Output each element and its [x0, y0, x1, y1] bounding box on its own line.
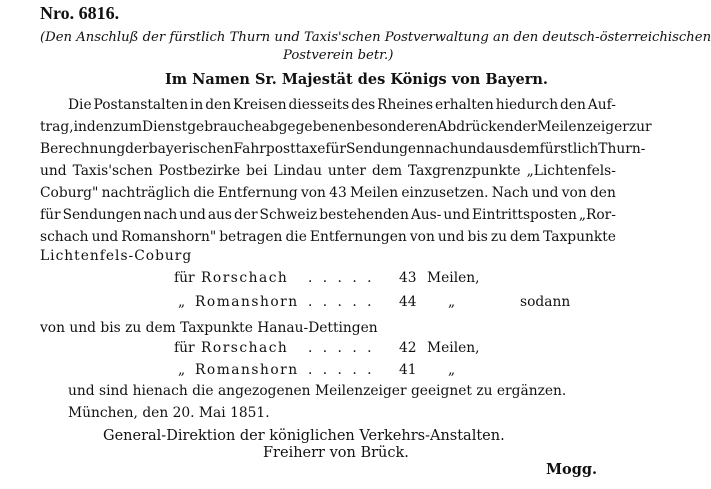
paragraph-line [40, 231, 616, 245]
paragraph-word: Fahrposttaxe [233, 141, 326, 157]
table-place: Romanshorn [195, 362, 299, 378]
paragraph-word: und [179, 207, 206, 223]
paragraph-word: zur [628, 119, 652, 135]
paragraph-word: dem [509, 141, 540, 157]
paragraph-word: für [325, 141, 346, 157]
paragraph-word: von [561, 185, 587, 201]
paragraph-word: zum [112, 119, 143, 135]
paragraph-word: und [458, 141, 486, 157]
paragraph-line [40, 165, 616, 179]
paragraph-word: und [40, 163, 67, 179]
paragraph-word: aus [485, 141, 510, 157]
paragraph-word: Sendungen [345, 141, 425, 157]
paragraph-word: und [443, 207, 470, 223]
paragraph-word: diesseits [288, 97, 350, 113]
paragraph-word: Sendungen [62, 207, 142, 223]
paragraph-word: in [73, 119, 87, 135]
paragraph-line [68, 99, 616, 113]
paragraph-word: nach [424, 141, 459, 157]
paragraph-word: Meilenzeiger [537, 119, 629, 135]
paragraph-word: erhalten [434, 97, 494, 113]
table-dots: . . . . . [308, 340, 375, 356]
paragraph-line [40, 141, 646, 157]
paragraph-word: Thurn- [598, 141, 646, 157]
paragraph-word: Schweiz [259, 207, 318, 223]
paragraph-word: fürstlich [539, 141, 599, 157]
paragraph-word: für [40, 207, 61, 223]
paragraph-word: die [193, 185, 215, 201]
paragraph-word: Taxgrenzpunkte [408, 163, 521, 179]
paragraph-word: und [91, 229, 119, 245]
paragraph-word: dem [510, 229, 541, 245]
table-unit: Meilen, [427, 340, 480, 356]
paragraph-word: von [300, 185, 326, 201]
paragraph-word: der [233, 207, 258, 223]
table-prefix: „ [178, 362, 186, 378]
table-unit: „ [448, 362, 456, 378]
paragraph-word: nach [143, 207, 178, 223]
paragraph-word: Postbezirke [158, 163, 241, 179]
paragraph-word: „Lichtenfels- [526, 163, 616, 179]
paragraph-line [40, 119, 652, 135]
paragraph-word: Abdrücken [437, 119, 514, 135]
table-place: Rorschach [201, 340, 289, 356]
paragraph-word: Nach [491, 185, 529, 201]
table-unit: „ [448, 294, 456, 310]
paragraph-word: Coburg" [40, 185, 99, 201]
paragraph-word: aus [207, 207, 233, 223]
table-dots: . . . . . [308, 294, 375, 310]
table-value: 42 [399, 340, 417, 356]
clerk-line: Mogg. [546, 461, 598, 478]
table-value: 41 [399, 362, 417, 378]
table-unit: Meilen, [427, 270, 480, 286]
subject-line-1: (Den Anschluß der fürstlich Thurn und Taxis'schen Postverwaltung an den deutsch-österreichischen [40, 30, 711, 45]
paragraph-word: bestehenden [319, 207, 409, 223]
table-extra: sodann [520, 294, 571, 310]
paragraph-word: „Ror- [578, 207, 616, 223]
paragraph-word: bei [246, 163, 268, 179]
closing-line: und sind hienach die angezogenen Meilenzeiger geeignet zu ergänzen. [68, 383, 567, 399]
paragraph-word: Lindau [273, 163, 322, 179]
paragraph-word: den [86, 119, 113, 135]
paragraph-word: Postanstalten [93, 97, 189, 113]
paragraph-word: Taxis'schen [72, 163, 153, 179]
signer-line: Freiherr von Brück. [263, 445, 409, 461]
subject-line-2: Postverein betr.) [283, 48, 394, 63]
heading: Im Namen Sr. Majestät des Königs von Bayern. [165, 71, 548, 88]
paragraph-word: Die [68, 97, 92, 113]
paragraph-word: Romanshorn" [121, 229, 217, 245]
paragraph-word: der [513, 119, 538, 135]
paragraph-word: des [351, 97, 376, 113]
paragraph-word: besonderen [355, 119, 438, 135]
paragraph-word: und [531, 185, 559, 201]
paragraph-word: Eintrittsposten [471, 207, 577, 223]
table-value: 44 [399, 294, 417, 310]
paragraph-word: einzusetzen. [401, 185, 489, 201]
table-value: 43 [399, 270, 417, 286]
line-last: Lichtenfels-Coburg [40, 248, 193, 264]
table-place: Romanshorn [195, 294, 299, 310]
paragraph-word: Auf- [587, 97, 616, 113]
table-dots: . . . . . [308, 362, 375, 378]
table-prefix: „ [178, 294, 186, 310]
paragraph-line [40, 209, 616, 223]
paragraph-word: unter [327, 163, 366, 179]
paragraph-word: den [559, 97, 586, 113]
paragraph-word: bis [467, 229, 488, 245]
paragraph-word: Kreisen [232, 97, 287, 113]
paragraph-word: abgegebenen [261, 119, 356, 135]
paragraph-word: Taxpunkte [543, 229, 616, 245]
paragraph-word: schach [40, 229, 89, 245]
paragraph-word: trag, [40, 119, 74, 135]
between-line: von und bis zu dem Taxpunkte Hanau-Dettingen [40, 320, 378, 336]
paragraph-word: den [589, 185, 616, 201]
paragraph-word: bayerischen [148, 141, 234, 157]
paragraph-line [40, 187, 616, 201]
paragraph-word: die [285, 229, 307, 245]
paragraph-word: betragen [219, 229, 283, 245]
paragraph-word: Entfernungen [309, 229, 407, 245]
paragraph-word: Dienstgebrauche [142, 119, 262, 135]
table-dots: . . . . . [308, 270, 375, 286]
paragraph-word: in [190, 97, 204, 113]
paragraph-word: und [437, 229, 465, 245]
paragraph-word: Rheines [377, 97, 434, 113]
table-prefix: für [174, 270, 195, 286]
paragraph-word: Meilen [349, 185, 399, 201]
authority-line: General-Direktion der königlichen Verkehrs-Anstalten. [103, 428, 505, 444]
paragraph-word: den [205, 97, 232, 113]
paragraph-word: Aus- [410, 207, 442, 223]
paragraph-word: hiedurch [495, 97, 559, 113]
paragraph-word: dem [371, 163, 403, 179]
date-line: München, den 20. Mai 1851. [68, 405, 270, 421]
paragraph-word: 43 [329, 185, 347, 201]
paragraph-word: zu [490, 229, 507, 245]
table-place: Rorschach [201, 270, 289, 286]
decree-number: Nro. 6816. [40, 3, 120, 23]
table-prefix: für [174, 340, 195, 356]
paragraph-word: von [409, 229, 435, 245]
paragraph-word: Entfernung [217, 185, 298, 201]
paragraph-word: nachträglich [101, 185, 190, 201]
paragraph-word: Berechnung [40, 141, 126, 157]
paragraph-word: der [125, 141, 149, 157]
